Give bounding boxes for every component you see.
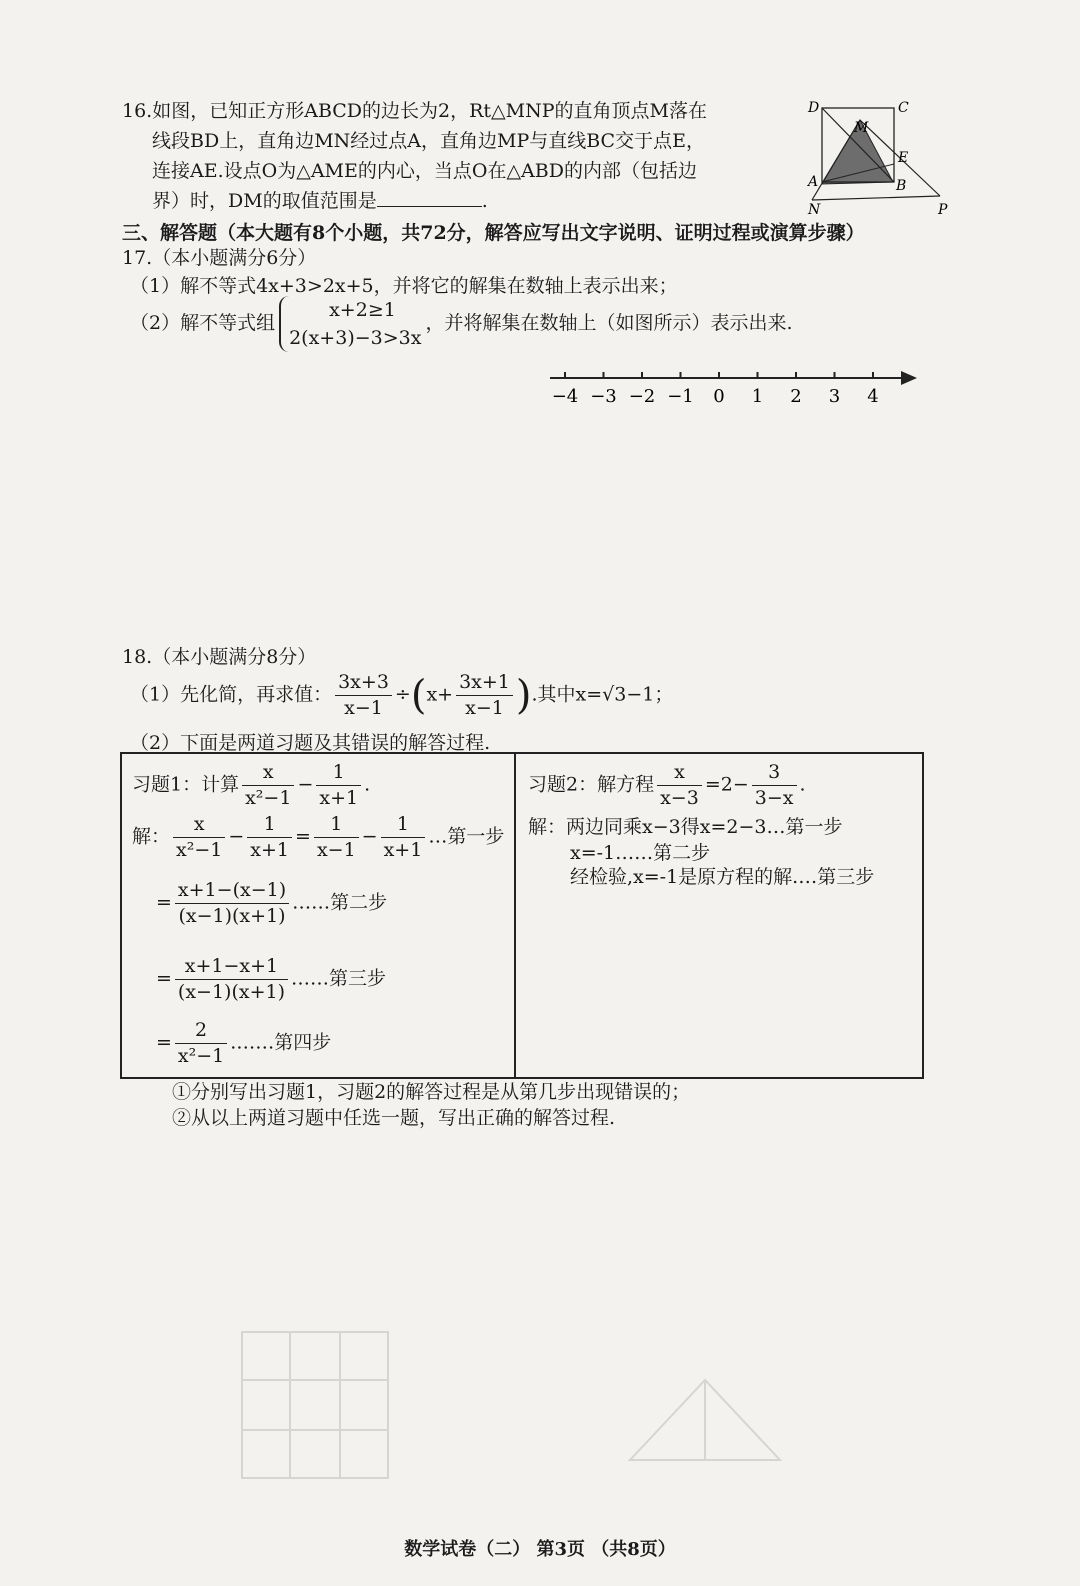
exercise-table — [120, 752, 924, 1079]
denominator: x−3 — [660, 787, 699, 809]
q18-part1 — [130, 670, 673, 721]
denominator: x−1 — [465, 697, 504, 719]
q16-figure — [800, 96, 950, 216]
number-line — [545, 360, 925, 410]
answer-blank[interactable] — [377, 188, 482, 207]
label-n: N — [808, 202, 821, 216]
q18-question-b: ②从以上两道习题中任选一题，写出正确的解答过程. — [172, 1107, 616, 1129]
bleed-through-triangle — [620, 1370, 790, 1480]
fraction — [173, 812, 225, 863]
fraction — [316, 760, 361, 811]
solution-label: 解： — [132, 825, 171, 848]
q16-line2: 线段BD上，直角边MN经过点A，直角边MP与直线BC交于点E， — [152, 130, 705, 152]
fraction — [314, 812, 359, 863]
table-divider — [514, 754, 516, 1077]
fraction — [456, 670, 513, 721]
ex1-step1 — [132, 812, 504, 863]
step-label: ……第二步 — [292, 891, 388, 914]
div-sign: ÷ — [394, 683, 411, 706]
ex2-title — [528, 760, 806, 811]
label-c: C — [898, 100, 909, 116]
denominator: (x−1)(x+1) — [178, 905, 286, 927]
minus-sign: − — [361, 825, 378, 848]
numerator: 3x+1 — [456, 670, 513, 696]
denominator: x²−1 — [245, 787, 292, 809]
bleed-through-grid — [240, 1330, 390, 1480]
number-line-label: 0 — [713, 386, 725, 407]
denominator: x²−1 — [176, 839, 223, 861]
q17-part2-suffix: ，并将解集在数轴上（如图所示）表示出来. — [425, 312, 793, 334]
q18-part1-suffix: .其中x=√3−1； — [531, 683, 674, 706]
equals-two-minus: =2− — [704, 773, 749, 796]
q18-header: 18.（本小题满分8分） — [122, 646, 317, 668]
step-label: …第一步 — [428, 825, 505, 848]
numerator: 1 — [314, 812, 359, 838]
ex2-line2: x=-1……第二步 — [570, 842, 711, 864]
numerator: 3 — [752, 760, 797, 786]
q17-header: 17.（本小题满分6分） — [122, 247, 317, 269]
denominator: x²−1 — [177, 1045, 225, 1067]
denominator: x+1 — [383, 839, 423, 861]
page-footer: 数学试卷（二） 第3页 （共8页） — [404, 1539, 676, 1560]
equals-sign: = — [156, 1031, 172, 1054]
numerator: 1 — [316, 760, 361, 786]
fraction — [242, 760, 294, 811]
numerator: 3x+3 — [335, 670, 392, 696]
period: . — [799, 773, 806, 796]
hyp-np — [812, 196, 940, 200]
numerator: x+1−(x−1) — [175, 878, 289, 904]
numerator: x+1−x+1 — [175, 954, 288, 980]
numerator: x — [242, 760, 294, 786]
q17-part1: （1）解不等式4x+3>2x+5，并将它的解集在数轴上表示出来； — [130, 275, 678, 297]
x-plus: x+ — [426, 683, 454, 706]
number-line-label: −1 — [667, 386, 694, 407]
q16-line4-text: 界）时，DM的取值范围是 — [152, 190, 377, 212]
denominator: x−1 — [316, 839, 356, 861]
label-p: P — [938, 202, 948, 216]
numerator: 1 — [381, 812, 426, 838]
ex1-title-text: 习题1：计算 — [132, 773, 240, 796]
q18-part2: （2）下面是两道习题及其错误的解答过程. — [130, 732, 491, 754]
fraction — [657, 760, 702, 811]
fraction — [335, 670, 392, 721]
minus-sign: − — [228, 825, 245, 848]
denominator: x−1 — [344, 697, 383, 719]
ex1-step4 — [156, 1018, 331, 1069]
q16-line1: 16.如图，已知正方形ABCD的边长为2，Rt△MNP的直角顶点M落在 — [122, 100, 707, 122]
denominator: x+1 — [319, 787, 359, 809]
ex1-title — [132, 760, 370, 811]
number-line-label: −4 — [551, 386, 579, 407]
numerator: 2 — [175, 1018, 227, 1044]
fraction — [247, 812, 292, 863]
fraction — [381, 812, 426, 863]
equals-sign: = — [156, 967, 172, 990]
number-line-label: −2 — [628, 386, 656, 407]
right-paren: ) — [515, 672, 532, 719]
arrow-head-icon — [901, 371, 917, 385]
number-line-label: 1 — [751, 386, 764, 407]
ex2-line3: 经检验,x=-1是原方程的解.…第三步 — [570, 866, 875, 888]
ex1-step2 — [156, 878, 387, 929]
numerator: x — [657, 760, 702, 786]
denominator: 3−x — [754, 787, 794, 809]
section3-title: 三、解答题（本大题有8个小题，共72分，解答应写出文字说明、证明过程或演算步骤） — [122, 222, 865, 244]
number-line-label: −3 — [590, 386, 617, 407]
label-d: D — [808, 100, 820, 116]
fraction — [175, 1018, 227, 1069]
number-line-label: 2 — [790, 386, 802, 407]
sys-line2: 2(x+3)−3>3x — [289, 327, 422, 349]
fraction — [175, 878, 289, 929]
numerator: x — [173, 812, 225, 838]
q16-line3: 连接AE.设点O为△AME的内心，当点O在△ABD的内部（包括边 — [152, 160, 697, 182]
fraction — [175, 954, 288, 1005]
ex2-line1: 解：两边同乘x−3得x=2−3…第一步 — [528, 816, 843, 838]
label-m: M — [854, 120, 869, 136]
q16-line4 — [152, 186, 488, 213]
equals-sign: = — [156, 891, 172, 914]
number-line-label: 3 — [828, 386, 841, 407]
q17-part2 — [130, 296, 793, 352]
denominator: x+1 — [250, 839, 290, 861]
left-paren: ( — [410, 672, 427, 719]
q16-line4-end: . — [481, 190, 488, 212]
step-label: ……第三步 — [291, 967, 387, 990]
ex1-step3 — [156, 954, 386, 1005]
equals-sign: = — [295, 825, 311, 848]
q18-part1-prefix: （1）先化简，再求值： — [130, 683, 333, 706]
ex2-title-text: 习题2：解方程 — [528, 773, 655, 796]
q17-part2-prefix: （2）解不等式组 — [130, 312, 276, 334]
inequality-system — [279, 296, 421, 352]
numerator: 1 — [247, 812, 292, 838]
step-label: .……第四步 — [230, 1031, 332, 1054]
label-b: B — [896, 178, 907, 194]
fraction — [752, 760, 797, 811]
q18-question-a: ①分别写出习题1，习题2的解答过程是从第几步出现错误的； — [172, 1081, 691, 1103]
label-e: E — [898, 150, 909, 166]
number-line-label: 4 — [867, 386, 879, 407]
sys-line1: x+2≥1 — [329, 299, 396, 321]
label-a: A — [808, 174, 819, 190]
denominator: (x−1)(x+1) — [177, 981, 286, 1003]
minus-sign: − — [297, 773, 314, 796]
period: . — [364, 773, 371, 796]
